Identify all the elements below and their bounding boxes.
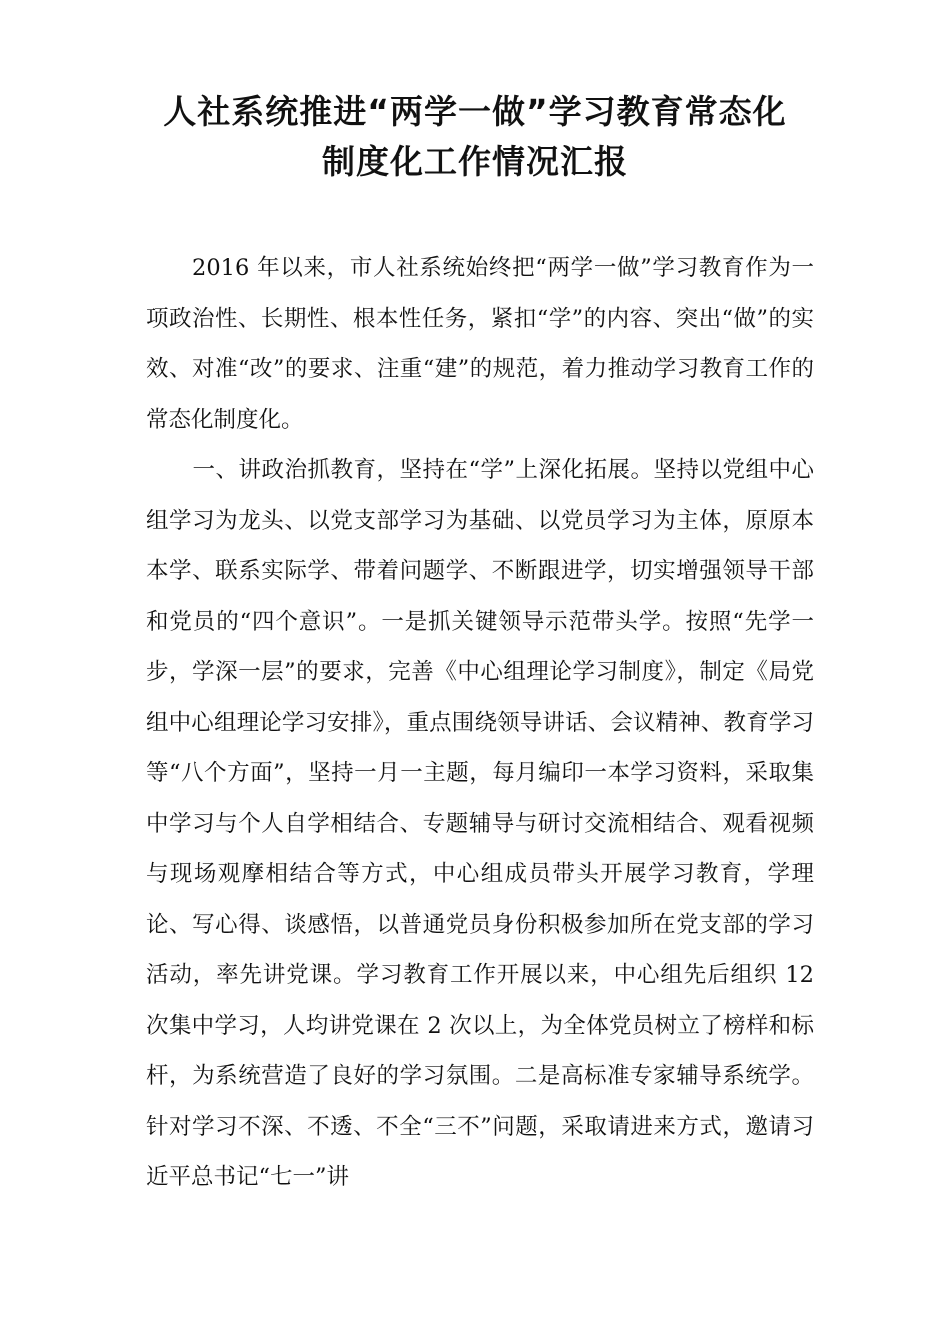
document-title-line-2: 制度化工作情况汇报 bbox=[322, 142, 628, 181]
paragraph-1-text: 2016 年以来，市人社系统始终把“两学一做”学习教育作为一项政治性、长期性、根本性任务，紧扣“学”的内容、突出“做”的实效、对准“改”的要求、注重“建”的规范，着力推动学习教育工作的常态化制度化。 bbox=[146, 255, 814, 433]
paragraph-2-text: 一、讲政治抓教育，坚持在“学”上深化拓展。坚持以党组中心组学习为龙头、以党支部学习为基础、以党员学习为主体，原原本本学、联系实际学、带着问题学、不断跟进学，切实增强领导干部和党员的“四个意识”。一是抓关键领导示范带头学。按照“先学一步，学深一层”的要求，完善《中心组理论学习制度》，制定《局党组中心组理论学习安排》，重点围绕领导讲话、会议精神、教育学习等“八个方面”，坚持一月一主题，每月编印一本学习资料，采取集中学习与个人自学相结合、专题辅导与研讨交流相结合、观看视频与现场观摩相结合等方式，中心组成员带头开展学习教育，学理论、写心得、谈感悟，以普通党员身份积极参加所在党支部的学习活动，率先讲党课。学习教育工作开展以来，中心组先后组织 12 次集中学习，人均讲党课在 2 次以上，为全体党员树立了榜样和标杆，为系统营造了良好的学习氛围。二是高标准专家辅导系统学。针对学习不深、不透、不全“三不”问题，采取请进来方式，邀请习近平总书记“七一”讲 bbox=[146, 457, 814, 1190]
paragraph-2 bbox=[146, 445, 814, 1203]
document-title-line-1: 人社系统推进“两学一做”学习教育常态化 bbox=[163, 92, 787, 131]
paragraph-1 bbox=[146, 243, 814, 445]
